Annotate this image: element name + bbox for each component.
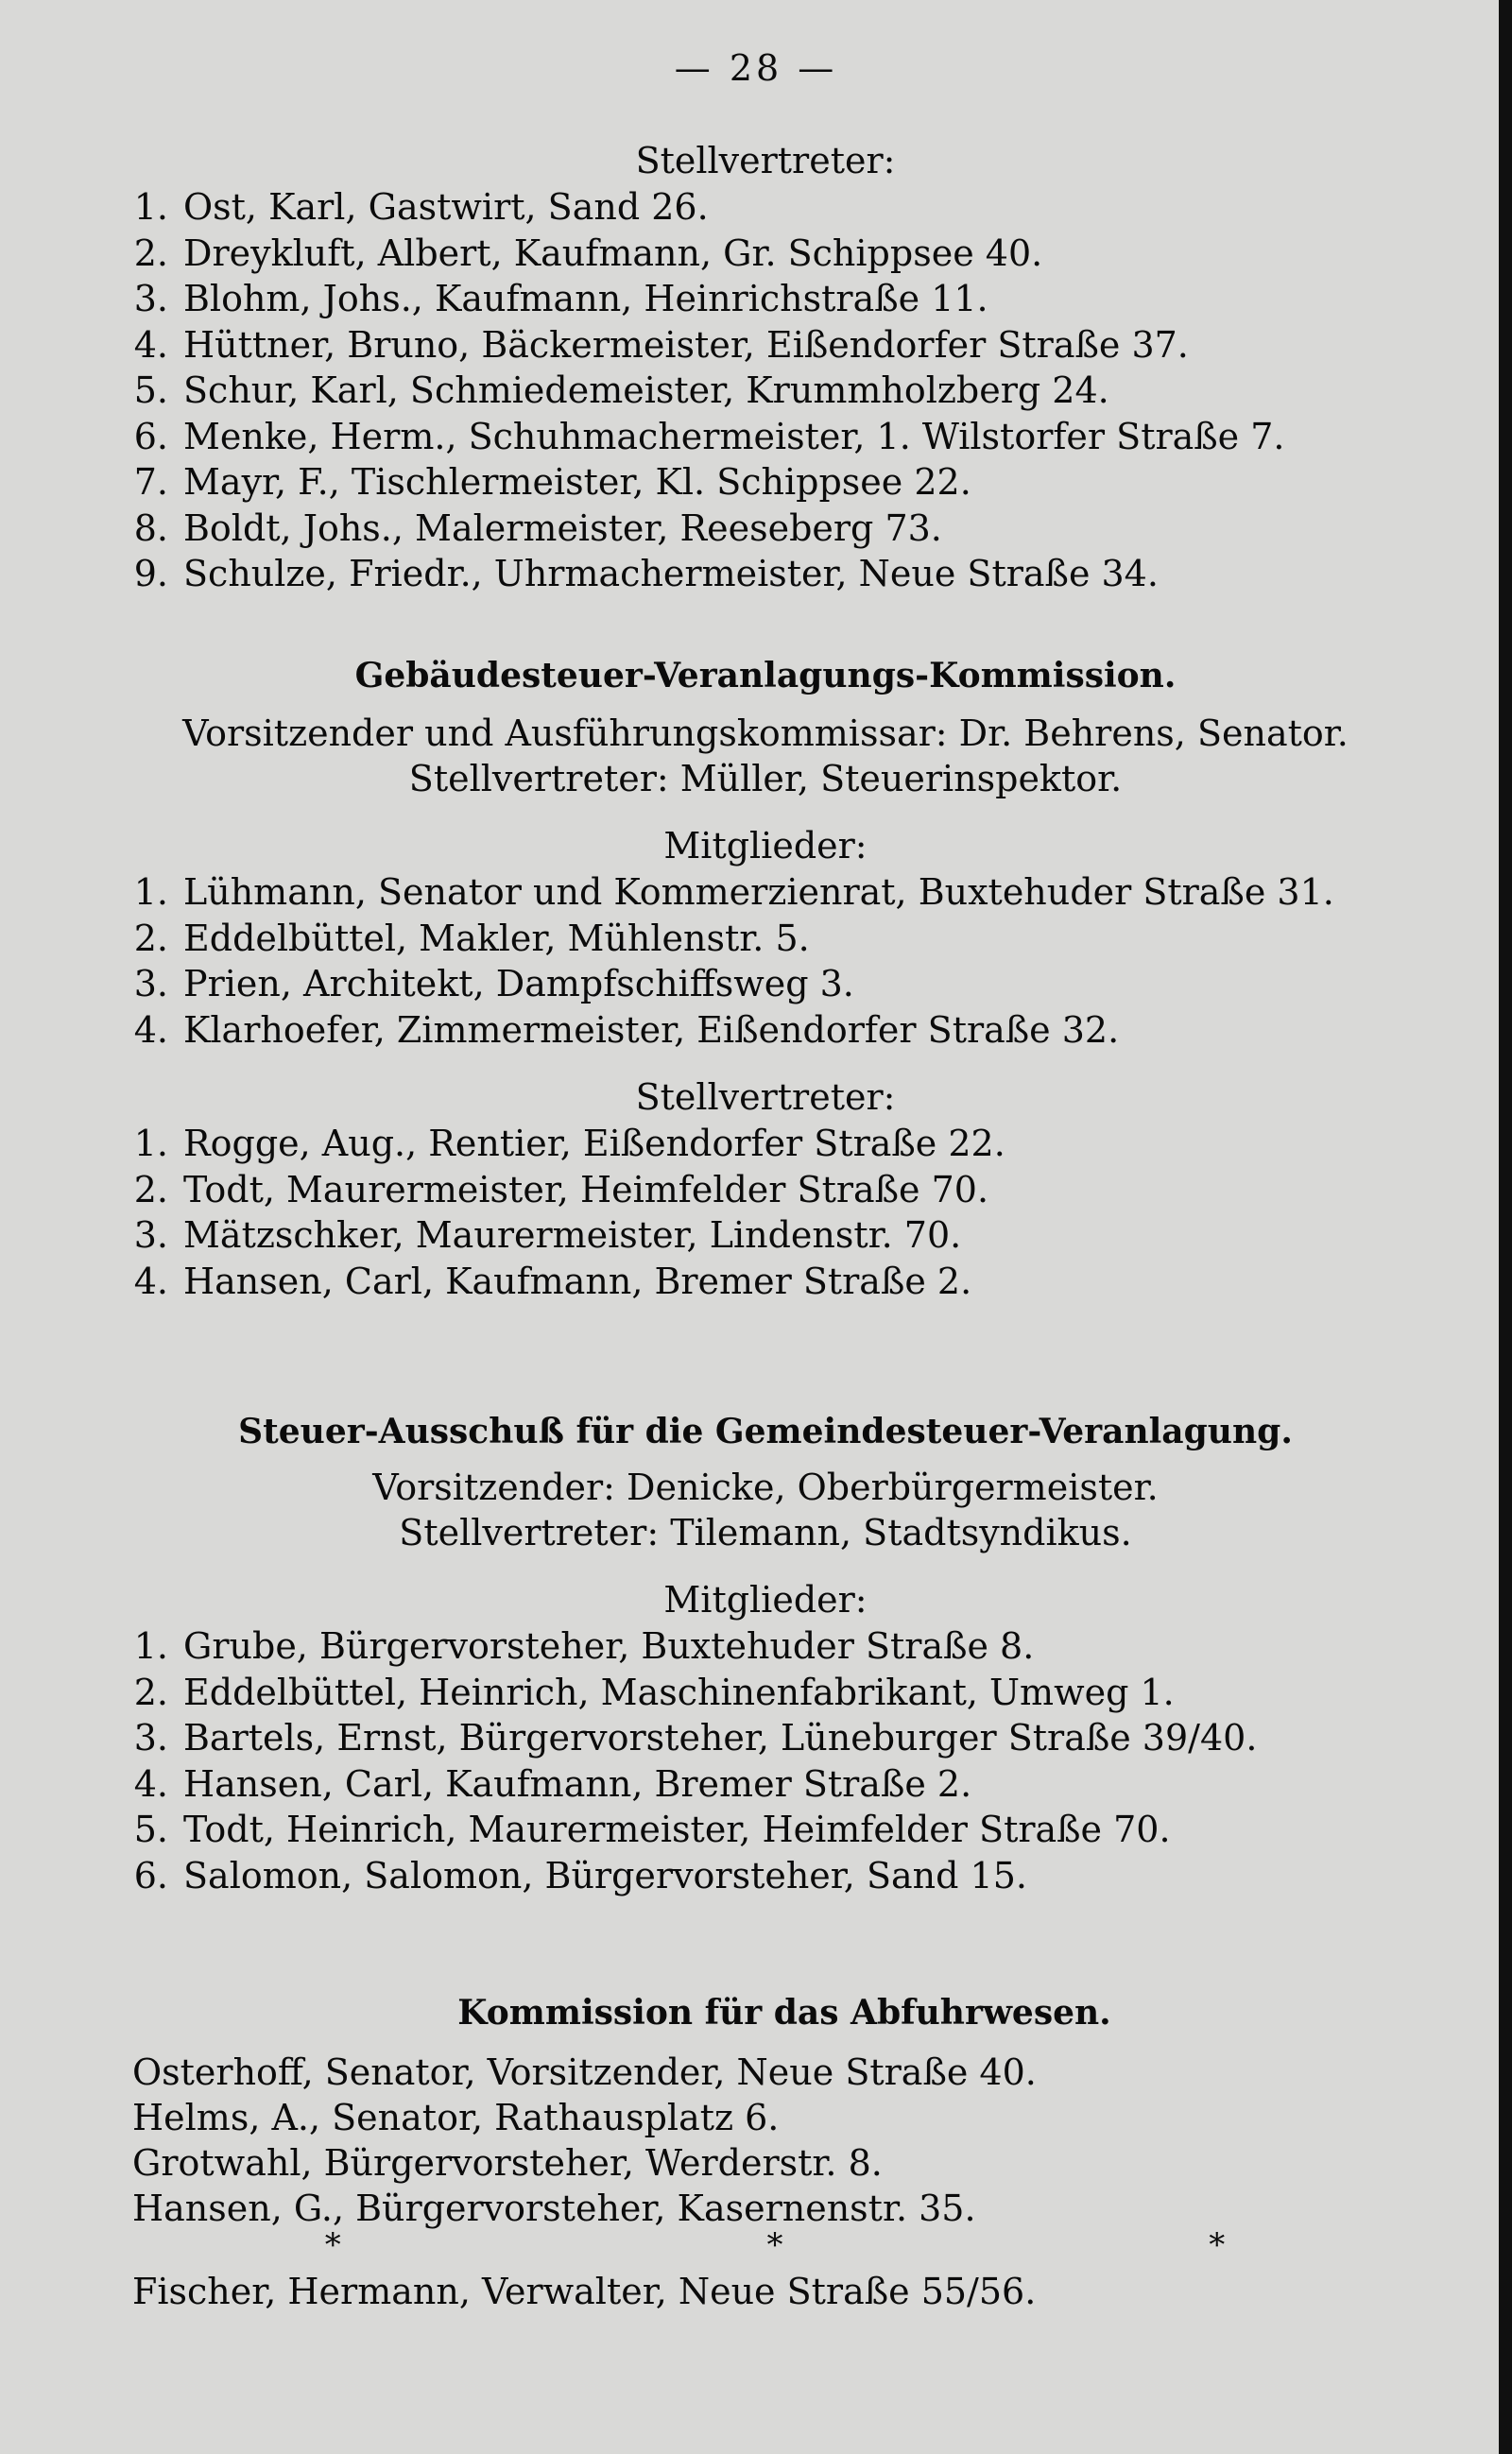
list-item: 5. Schur, Karl, Schmiedemeister, Krummholzberg 24. (133, 369, 1109, 411)
list-item: 6. Salomon, Salomon, Bürgervorsteher, Sand 15. (133, 1854, 1027, 1896)
page-edge (1499, 0, 1512, 2454)
member-line: Osterhoff, Senator, Vorsitzender, Neue Straße 40. (132, 2051, 1037, 2093)
list-item: 2. Eddelbüttel, Heinrich, Maschinenfabrikant, Umweg 1. (133, 1671, 1175, 1713)
section-deputies-1 (113, 137, 1418, 597)
deputy-line: Stellvertreter: Müller, Steuerinspektor. (408, 758, 1123, 799)
section-tax-committee (113, 1408, 1418, 1898)
list-item: 4. Hüttner, Bruno, Bäckermeister, Eißendorfer Straße 37. (133, 323, 1189, 366)
footer-line: Fischer, Hermann, Verwalter, Neue Straße 55/56. (132, 2271, 1037, 2312)
chair-line: Vorsitzender und Ausführungskommissar: Dr. Behrens, Senator. (182, 712, 1349, 754)
section-waste-commission (132, 1989, 1436, 2314)
section-heading: Stellvertreter: (635, 140, 896, 181)
list-item: 3. Bartels, Ernst, Bürgervorsteher, Lüneburger Straße 39/40. (133, 1717, 1258, 1759)
member-line: Grotwahl, Bürgervorsteher, Werderstr. 8. (132, 2142, 883, 2184)
chair-line: Vorsitzender: Denicke, Oberbürgermeister. (372, 1467, 1159, 1508)
list-item: 2. Todt, Maurermeister, Heimfelder Straße 70. (133, 1168, 989, 1210)
section-building-tax-commission (113, 652, 1418, 1304)
section-title: Steuer-Ausschuß für die Gemeindesteuer-Veranlagung. (238, 1412, 1293, 1451)
list-item: 9. Schulze, Friedr., Uhrmachermeister, Neue Straße 34. (133, 553, 1159, 594)
list-item: 5. Todt, Heinrich, Maurermeister, Heimfelder Straße 70. (133, 1809, 1171, 1850)
member-line: Hansen, G., Bürgervorsteher, Kasernenstr. 35. (132, 2188, 976, 2229)
separator-asterisks: * * * (324, 2226, 1434, 2264)
list-item: 1. Rogge, Aug., Rentier, Eißendorfer Straße 22. (133, 1123, 1005, 1164)
members-list (113, 869, 1418, 1053)
list-item: 4. Hansen, Carl, Kaufmann, Bremer Straße 2. (133, 1762, 972, 1805)
members-list (113, 1623, 1418, 1898)
list-item: 1. Grube, Bürgervorsteher, Buxtehuder Straße 8. (133, 1625, 1035, 1667)
list-item: 2. Dreykluft, Albert, Kaufmann, Gr. Schippsee 40. (133, 232, 1043, 274)
members-heading: Mitglieder: (663, 1579, 868, 1621)
list-item: 2. Eddelbüttel, Makler, Mühlenstr. 5. (133, 917, 810, 959)
deputy-line: Stellvertreter: Tilemann, Stadtsyndikus. (399, 1512, 1132, 1553)
list-item: 8. Boldt, Johs., Malermeister, Reeseberg 73. (133, 506, 942, 549)
page-number: — 28 — (674, 47, 838, 89)
list-item: 4. Klarhoefer, Zimmermeister, Eißendorfer Straße 32. (133, 1008, 1120, 1051)
deputies-list (113, 184, 1418, 597)
list-item: 1. Ost, Karl, Gastwirt, Sand 26. (133, 186, 709, 228)
section-title: Gebäudesteuer-Veranlagungs-Kommission. (354, 656, 1177, 695)
list-item: 3. Blohm, Johs., Kaufmann, Heinrichstraße 11. (133, 278, 988, 319)
list-item: 3. Mätzschker, Maurermeister, Lindenstr. 70. (133, 1214, 962, 1256)
deputies-list (113, 1121, 1418, 1304)
list-item: 1. Lühmann, Senator und Kommerzienrat, Buxtehuder Straße 31. (133, 871, 1334, 913)
members-heading: Mitglieder: (663, 825, 868, 867)
list-item: 4. Hansen, Carl, Kaufmann, Bremer Straße 2. (133, 1260, 972, 1302)
list-item: 3. Prien, Architekt, Dampfschiffsweg 3. (133, 963, 854, 1004)
section-title: Kommission für das Abfuhrwesen. (457, 1993, 1111, 2033)
deputies-heading: Stellvertreter: (635, 1076, 896, 1118)
list-item: 7. Mayr, F., Tischlermeister, Kl. Schippsee 22. (133, 461, 971, 503)
member-line: Helms, A., Senator, Rathausplatz 6. (132, 2097, 780, 2138)
list-item: 6. Menke, Herm., Schuhmachermeister, 1. Wilstorfer Straße 7. (133, 415, 1285, 457)
